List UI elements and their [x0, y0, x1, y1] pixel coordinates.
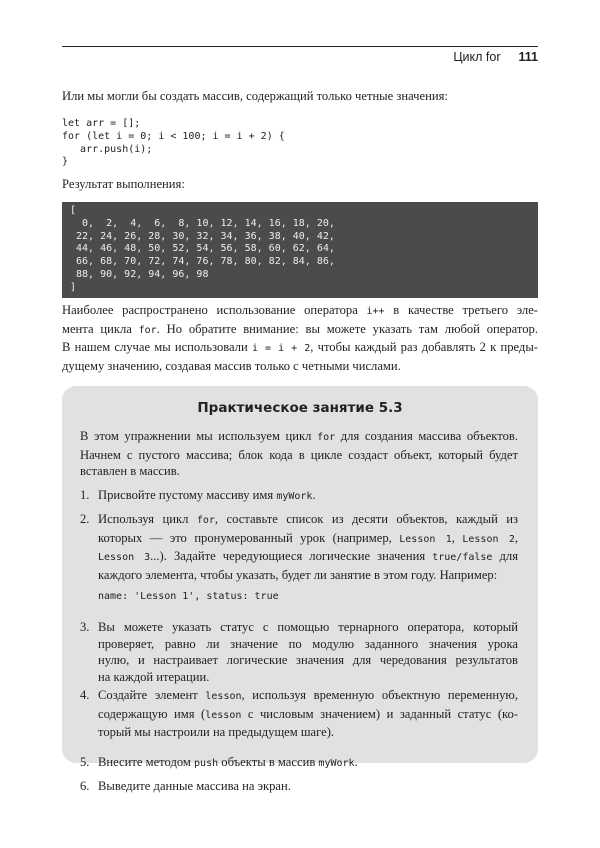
- step-number: 3.: [80, 620, 90, 634]
- text-line: [98, 652, 518, 669]
- text-run: ,: [451, 530, 463, 545]
- text-run: ...). Задайте чередующиеся логические значения: [150, 549, 433, 564]
- inline-code: Lesson 1: [399, 533, 452, 545]
- text-line: [98, 706, 518, 725]
- text-line: [80, 428, 518, 447]
- exercise-box: [62, 386, 538, 793]
- text-run: Внесите методом: [98, 755, 195, 769]
- step-code: name: 'Lesson 1', status: true: [98, 591, 279, 603]
- text-run: нулю, и настраивает логические значения для чередования результатов: [98, 653, 518, 668]
- text-line: [98, 778, 518, 795]
- text-run: Наиболее распространено использование оператора: [62, 303, 367, 317]
- text-run: , чтобы каждый раз добавлять 2 к преды-: [310, 340, 538, 355]
- text-run: , составьте список из десяти объектов, каждый из: [214, 512, 518, 526]
- inline-code: lesson: [205, 691, 242, 702]
- text-line: [98, 548, 518, 567]
- text-run: торый мы настроили на предыдущем шаге).: [98, 725, 335, 740]
- text-run: содержащую имя (: [98, 706, 206, 721]
- exercise-title: Практическое занятие 5.3: [197, 400, 403, 416]
- text-line: [80, 447, 518, 464]
- text-run: Присвойте пустому массиву имя: [98, 488, 277, 502]
- text-run: Начнем с пустого массива; блок кода в цикле создаст объект, который будет: [80, 447, 518, 462]
- text-run: .: [312, 488, 316, 502]
- step-number: 1.: [80, 488, 90, 502]
- intro-paragraph: [62, 88, 538, 105]
- inline-code: true/false: [432, 552, 493, 564]
- text-run: Вы можете указать статус с помощью тернарного оператора, который: [98, 620, 518, 634]
- text-line: [62, 339, 538, 358]
- text-run: ,: [514, 530, 518, 545]
- text-line: [98, 487, 518, 506]
- text-run: для создания массива объектов.: [335, 429, 518, 443]
- text-run: которых — это пронумерованный урок (например,: [98, 530, 400, 545]
- inline-code: myWork: [276, 491, 313, 502]
- text-run: Результат выполнения:: [62, 177, 185, 191]
- text-run: с числовым значением) и заданный статус (ко-: [241, 706, 518, 721]
- inline-code: for: [196, 515, 215, 526]
- text-line: [62, 302, 538, 321]
- text-line: [98, 530, 518, 549]
- text-line: [98, 567, 518, 584]
- text-run: В этом упражнении мы используем цикл: [80, 429, 318, 443]
- inline-code: push: [194, 758, 219, 769]
- text-run: на каждой итерации.: [98, 669, 210, 684]
- text-run: Используя цикл: [98, 512, 197, 526]
- text-line: [62, 321, 538, 340]
- inline-code: for: [317, 432, 336, 443]
- text-run: Создайте элемент: [98, 688, 206, 702]
- text-line: [98, 511, 518, 530]
- text-line: [98, 636, 518, 653]
- text-run: В нашем случае мы использовали: [62, 340, 252, 355]
- result-label: [62, 176, 538, 193]
- text-run: проверяет, равно ли значение по модулю заданного значения урока: [98, 636, 518, 651]
- step-text: [98, 687, 518, 741]
- step-text: [98, 778, 518, 795]
- page-number: 111: [518, 50, 538, 64]
- output-block: [62, 202, 538, 298]
- section-title: Цикл for: [453, 50, 501, 64]
- code-listing: let arr = []; for (let i = 0; i < 100; i = i + 2) { arr.push(i); }: [62, 118, 285, 168]
- text-run: . Но обратите внимание: вы можете указать там любой оператор.: [156, 321, 538, 336]
- text-line: [80, 463, 518, 480]
- text-line: [98, 669, 518, 686]
- text-line: [98, 619, 518, 636]
- step-text: [98, 487, 518, 506]
- text-line: [62, 88, 538, 105]
- step-number: 5.: [80, 755, 90, 769]
- text-run: каждого элемента, чтобы указать, будет ли занятие в этом году. Например:: [98, 567, 498, 582]
- text-run: , используя временную объектную переменную,: [241, 688, 518, 702]
- output-text: [ 0, 2, 4, 6, 8, 10, 12, 14, 16, 18, 20, 22, 24, 26, 28, 30, 32, 34, 36, 38, 40, 42, 44, 46, 48, 50, 52, 54, 56, 58, 60, 62, 64, 66, 68, 70, 72, 74, 76, 78, 80, 82, 84, 86, 88, 90, 92, 94, 96, 98 ]: [70, 205, 335, 293]
- text-line: [98, 687, 518, 706]
- text-run: для: [492, 549, 518, 564]
- header-rule: [62, 46, 538, 47]
- step-text: [98, 619, 518, 685]
- explanation-paragraph: [62, 302, 538, 374]
- exercise-intro: [80, 428, 518, 480]
- step-text: [98, 754, 518, 773]
- inline-code: Lesson 3: [98, 552, 151, 564]
- inline-code: Lesson 2: [462, 533, 515, 545]
- inline-code: for: [138, 324, 157, 336]
- inline-code: myWork: [318, 758, 355, 769]
- running-header: [453, 50, 538, 64]
- text-run: Выведите данные массива на экран.: [98, 779, 291, 793]
- text-run: мента цикла: [62, 321, 139, 336]
- text-line: [98, 724, 518, 741]
- inline-code: i++: [366, 306, 385, 317]
- step-number: 2.: [80, 512, 90, 526]
- text-run: объекты в массив: [218, 755, 319, 769]
- text-line: [62, 358, 538, 375]
- inline-code: i = i + 2: [251, 343, 311, 355]
- step-number: 6.: [80, 779, 90, 793]
- inline-code: lesson: [205, 709, 242, 721]
- text-line: [98, 754, 518, 773]
- text-run: вставлен в массив.: [80, 464, 180, 479]
- text-run: дущему значению, создавая массив только с четными числами.: [62, 358, 401, 373]
- text-line: [62, 176, 538, 193]
- step-text: [98, 511, 518, 604]
- text-run: в качестве третьего эле-: [384, 303, 538, 317]
- text-run: Или мы могли бы создать массив, содержащий только четные значения:: [62, 89, 448, 103]
- text-run: .: [354, 755, 358, 769]
- step-number: 4.: [80, 688, 90, 702]
